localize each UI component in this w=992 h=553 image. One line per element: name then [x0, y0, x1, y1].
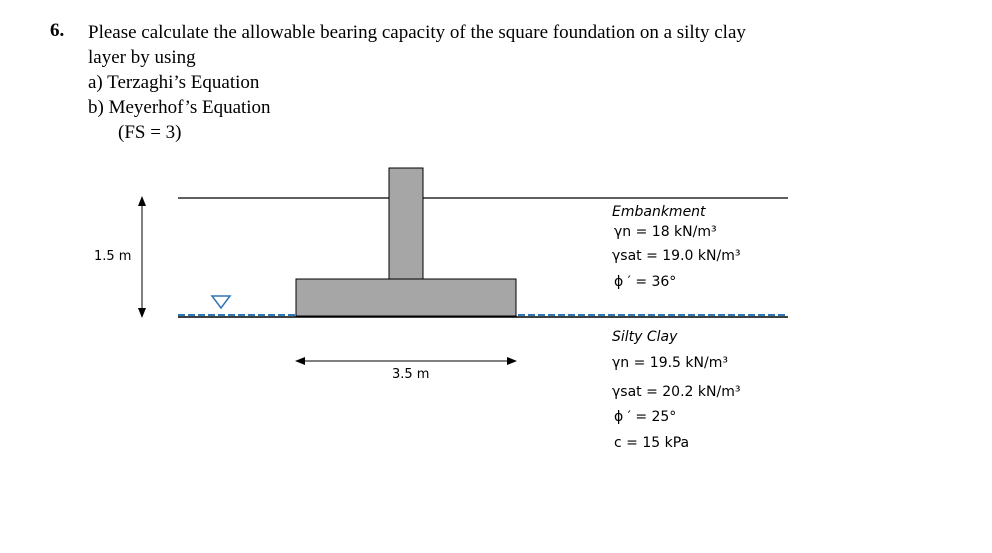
depth-arrow-head-top	[138, 196, 146, 206]
silty-clay-cohesion: c = 15 kPa	[614, 435, 690, 451]
width-label: 3.5 m	[392, 367, 430, 382]
embankment-gamma-n: γn = 18 kN/m³	[614, 224, 717, 240]
depth-label: 1.5 m	[94, 249, 132, 264]
embankment-title: Embankment	[612, 204, 706, 220]
question-number: 6.	[50, 20, 65, 41]
silty-clay-title: Silty Clay	[612, 329, 678, 345]
width-arrow-head-left	[295, 357, 305, 365]
silty-clay-gamma-sat: γsat = 20.2 kN/m³	[612, 384, 741, 400]
depth-arrow-head-bottom	[138, 308, 146, 318]
question-line-2: layer by using	[88, 47, 196, 68]
embankment-gamma-sat: γsat = 19.0 kN/m³	[612, 248, 741, 264]
water-table-symbol	[212, 296, 230, 308]
option-a: a) Terzaghi’s Equation	[88, 72, 260, 93]
silty-clay-gamma-n: γn = 19.5 kN/m³	[612, 355, 728, 371]
footing-base	[296, 279, 516, 316]
silty-clay-phi: ϕ ′ = 25°	[614, 409, 677, 425]
width-arrow-head-right	[507, 357, 517, 365]
option-b: b) Meyerhof’s Equation	[88, 97, 271, 118]
question-line-1: Please calculate the allowable bearing capacity of the square foundation on a silty clay	[88, 22, 746, 43]
embankment-phi: ϕ ′ = 36°	[614, 274, 677, 290]
factor-of-safety: (FS = 3)	[118, 122, 182, 143]
footing-column	[389, 168, 423, 279]
